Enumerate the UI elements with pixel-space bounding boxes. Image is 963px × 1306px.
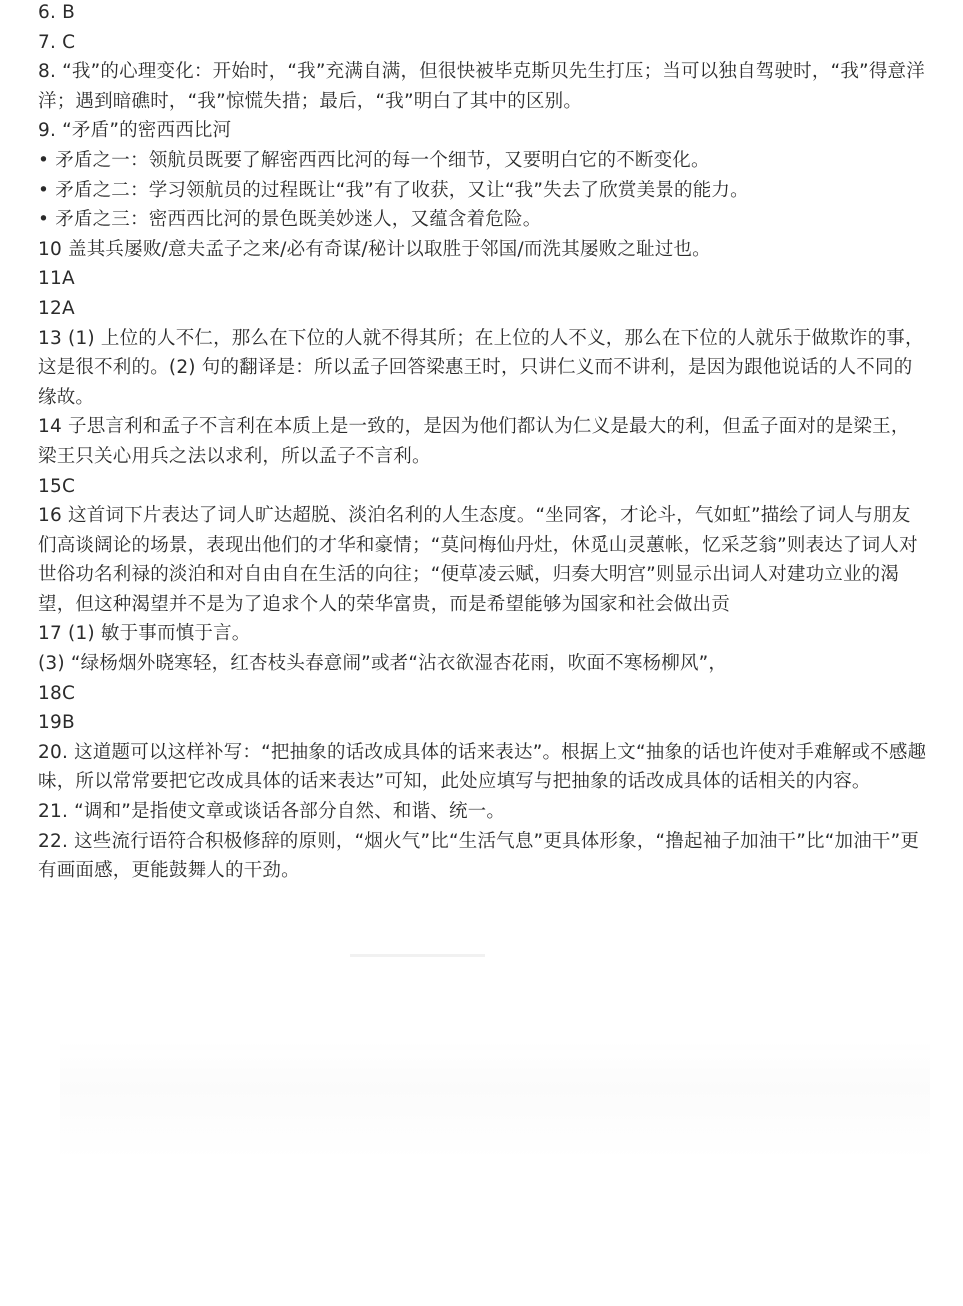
answer-line: 19B (38, 712, 75, 734)
answer-line: 11A (38, 268, 75, 290)
answer-line: 18C (38, 682, 76, 704)
answer-line: 16 这首词下片表达了词人旷达超脱、淡泊名利的人生态度。“坐同客，才论斗，气如虹”描绘了词人与朋友们高谈阔论的场景，表现出他们的才华和豪情；“莫问梅仙丹灶，休觅山灵蕙帐，忆采芝翁”则表达了词人对世俗功名利禄的淡泊和对自由自在生活的向往；“便草凌云赋，归奏大明宫”则显示出词人对建功立业的渴望，但这种渴望并不是为了追求个人的荣华富贵，而是希望能够为国家和社会做出贡 (38, 505, 918, 615)
answer-line: 17 (1) 敏于事而慎于言。 (38, 623, 251, 645)
answer-line: 8. “我”的心理变化：开始时，“我”充满自满，但很快被毕克斯贝先生打压；当可以独自驾驶时，“我”得意洋洋；遇到暗礁时，“我”惊慌失措；最后，“我”明白了其中的区别。 (38, 61, 925, 112)
answer-line: • 矛盾之三：密西西比河的景色既美妙迷人，又蕴含着危险。 (38, 209, 542, 231)
answer-line: • 矛盾之二：学习领航员的过程既让“我”有了收获，又让“我”失去了欣赏美景的能力。 (38, 179, 749, 201)
answer-line: • 矛盾之一：领航员既要了解密西西比河的每一个细节，又要明白它的不断变化。 (38, 149, 710, 171)
faint-divider (350, 954, 485, 957)
answer-line: 12A (38, 297, 75, 319)
answer-line: 6. B (38, 2, 76, 23)
answer-line: 15C (38, 475, 76, 497)
answer-line: (3) “绿杨烟外晓寒轻，红杏枝头春意闹”或者“沾衣欲湿杏花雨，吹面不寒杨柳风”， (38, 653, 728, 675)
answer-list (38, 0, 928, 886)
blank-area (60, 1040, 930, 1160)
answer-line: 13 (1) 上位的人不仁，那么在下位的人就不得其所；在上位的人不义，那么在下位的人就乐于做欺诈的事，这是很不利的。(2) 句的翻译是：所以孟子回答梁惠王时，只讲仁义而不讲利，是因为跟他说话的人不同的缘故。 (38, 327, 924, 408)
answer-line: 10 盖其兵屡败/意夫孟子之来/必有奇谋/秘计以取胜于邻国/而洗其屡败之耻过也。 (38, 238, 711, 260)
answer-line: 14 子思言利和孟子不言利在本质上是一致的，是因为他们都认为仁义是最大的利，但孟子面对的是梁王，梁王只关心用兵之法以求利，所以孟子不言利。 (38, 416, 910, 467)
answer-line: 22. 这些流行语符合积极修辞的原则，“烟火气”比“生活气息”更具体形象，“撸起袖子加油干”比“加油干”更有画面感，更能鼓舞人的干劲。 (38, 830, 920, 882)
answer-line: 9. “矛盾”的密西西比河 (38, 120, 232, 142)
answer-line: 20. 这道题可以这样补写：“把抽象的话改成具体的话来表达”。根据上文“抽象的话也许使对手难解或不感趣味，所以常常要把它改成具体的话来表达”可知，此处应填写与把抽象的话改成具体的话相关的内容。 (38, 741, 927, 793)
answer-line: 21. “调和”是指使文章或谈话各部分自然、和谐、统一。 (38, 801, 506, 823)
answer-line: 7. C (38, 31, 76, 53)
